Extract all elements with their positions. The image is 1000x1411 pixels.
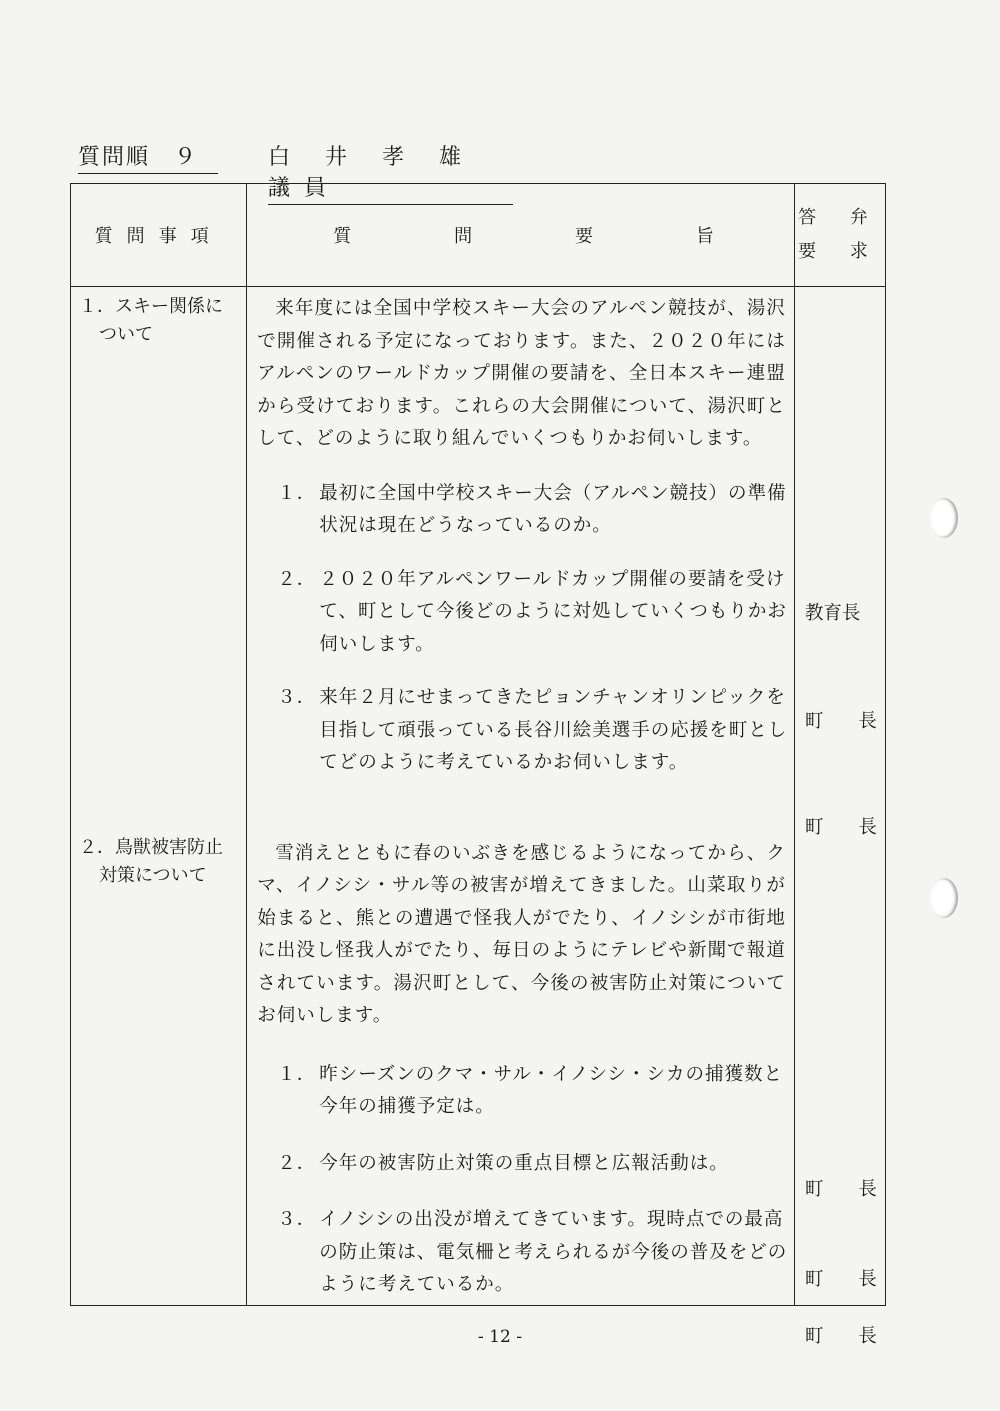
- item-text: イノシシの出没が増えてきています。現時点での最高の防止策は、電気柵と考えられるが今後の普及をどのように考えているか。: [319, 1209, 788, 1295]
- responder-char: 長: [858, 1179, 877, 1200]
- responder-char: 町: [804, 817, 824, 838]
- gist-header-char: 質: [333, 226, 352, 247]
- responder-text: 教育長: [804, 603, 861, 624]
- responder-char: 町: [804, 1269, 824, 1290]
- section-2-item: [277, 1148, 788, 1181]
- item-number: ３．: [277, 687, 317, 708]
- section-1-item: [277, 682, 788, 780]
- answer-column-header: [794, 184, 885, 287]
- responder-char: 町: [804, 1326, 824, 1347]
- item-number: ２．: [277, 568, 317, 590]
- section-2-intro: 雪消えとともに春のいぶきを感じるようになってから、クマ、イノシシ・サル等の被害が増えてきました。山菜取りが始まると、熊との遭遇で怪我人がでたり、イノシシが市街地に出没し怪我人がでたり、毎日のようにテレビや新聞で報道されています。湯沢町として、今後の被害防止対策についてお伺いします。: [257, 842, 786, 1026]
- table-body-row: [71, 287, 886, 1306]
- topic-2-line: 対策について: [99, 865, 207, 886]
- item-number: １．: [277, 1063, 317, 1085]
- section-1-item: [277, 564, 788, 662]
- responder: [805, 707, 877, 733]
- responder-char: 町: [804, 1179, 824, 1200]
- answer-header-line: 要 求: [798, 241, 882, 262]
- responder: [805, 813, 877, 839]
- gist-header-char: 旨: [695, 226, 714, 247]
- page-header: [78, 140, 548, 201]
- answer-header-line: 答 弁: [798, 207, 882, 228]
- responder-char: 町: [804, 711, 824, 732]
- topic-column-header: 質問事項: [71, 184, 247, 287]
- answer-cell: [794, 287, 885, 1347]
- question-order: 質問順 ９: [78, 140, 218, 174]
- page-number: - 12 -: [478, 1327, 522, 1347]
- gist-cell: [247, 287, 795, 1306]
- responder: [805, 1265, 877, 1291]
- binder-hole: [930, 878, 958, 918]
- topic-2-line: ２．鳥獣被害防止: [79, 837, 223, 858]
- responder-char: 長: [858, 817, 877, 838]
- item-text: 昨シーズンのクマ・サル・イノシシ・シカの捕獲数と今年の捕獲予定は。: [319, 1063, 784, 1117]
- section-1-item: [277, 478, 788, 543]
- section-1-intro: 来年度には全国中学校スキー大会のアルペン競技が、湯沢で開催される予定になっております。また、２０２０年にはアルペンのワールドカップ開催の要請を、全日本スキー連盟から受けております。これらの大会開催について、湯沢町として、どのように取り組んでいくつもりかお伺いします。: [257, 298, 786, 449]
- item-number: １．: [277, 482, 317, 504]
- gist-column-header: [247, 184, 795, 287]
- binder-hole: [930, 498, 958, 538]
- item-text: 来年２月にせまってきたピョンチャンオリンピックを目指して頑張っている長谷川絵美選手の応援を町としてどのように考えているかお伺いします。: [319, 687, 788, 773]
- responder: [805, 1175, 877, 1201]
- section-2-item: [277, 1204, 788, 1302]
- gist-header-char: 問: [454, 226, 473, 247]
- item-text: ２０２０年アルペンワールドカップ開催の要請を受けて、町として今後どのように対処していくつもりかお伺いします。: [319, 568, 787, 655]
- responder-char: 長: [858, 1269, 877, 1290]
- item-text: 今年の被害防止対策の重点目標と広報活動は。: [319, 1152, 729, 1174]
- item-number: ２．: [277, 1152, 317, 1174]
- section-2-item: [277, 1059, 788, 1124]
- responder: [805, 599, 877, 625]
- item-text: 最初に全国中学校スキー大会（アルペン競技）の準備状況は現在どうなっているのか。: [319, 482, 787, 536]
- table-header-row: [71, 184, 886, 287]
- gist-header-char: 要: [574, 226, 593, 247]
- member-name: 白 井 孝 雄 議員: [268, 140, 513, 205]
- responder-char: 長: [858, 711, 877, 732]
- topic-1-line: １．スキー関係に: [79, 296, 223, 317]
- item-number: ３．: [277, 1209, 317, 1230]
- topic-1-line: ついて: [99, 324, 153, 345]
- responder-char: 長: [858, 1326, 877, 1347]
- topic-cell: [71, 287, 247, 1306]
